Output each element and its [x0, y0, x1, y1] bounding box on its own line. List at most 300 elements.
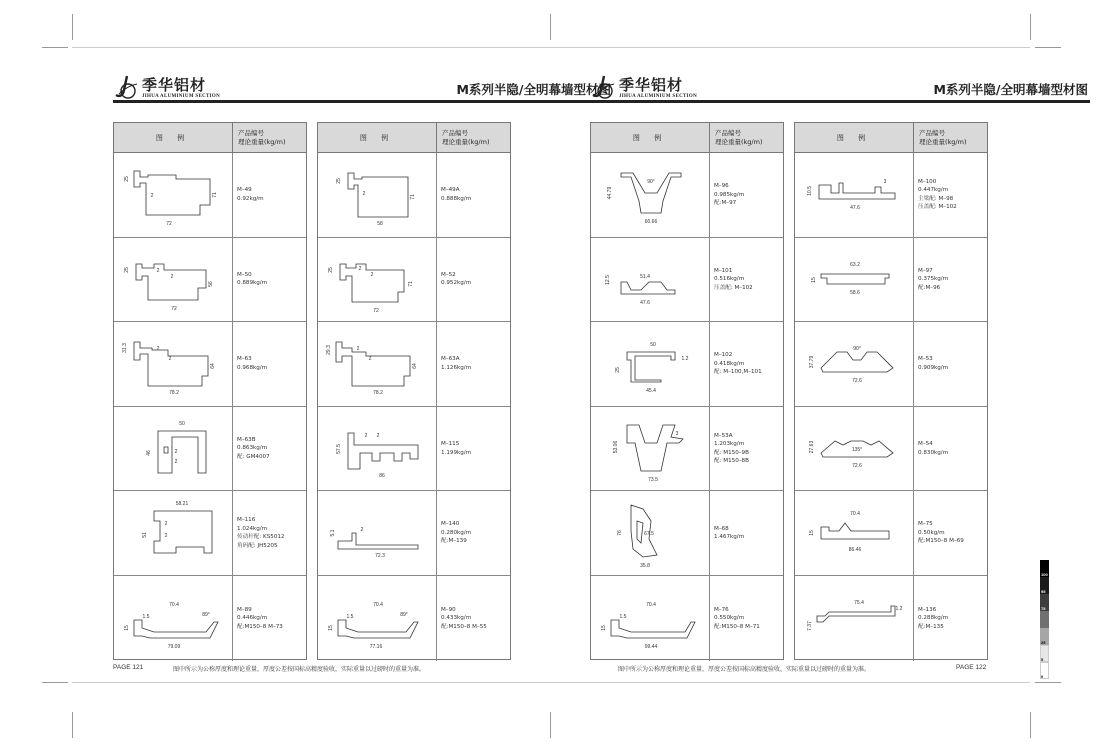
table-header — [795, 123, 987, 153]
dimension-label: 2 — [376, 432, 380, 439]
profile-table — [113, 122, 307, 660]
product-weight: 0.418kg/m — [714, 360, 745, 367]
profile-spec — [233, 322, 306, 406]
dimension-label: 71 — [408, 280, 414, 287]
product-code: M–63B — [237, 436, 256, 443]
profile-spec — [914, 491, 987, 575]
header-weight: 理论重量(kg/m) — [919, 137, 967, 146]
dimension-label: 46 — [146, 450, 152, 456]
table-row — [591, 238, 783, 323]
table-header — [114, 123, 306, 153]
dimension-label: 27.63 — [809, 440, 815, 454]
profile-drawing — [318, 153, 436, 237]
dimension-label: 7.37 — [807, 621, 813, 631]
dimension-label: 25 — [615, 367, 621, 373]
profile-drawing-cell — [795, 491, 914, 575]
swatch-label: 75 — [1041, 606, 1046, 611]
dimension-label: 25 — [124, 176, 130, 182]
profile-outline — [348, 433, 418, 469]
crop-mark — [550, 14, 551, 40]
dimension-label: 15 — [124, 625, 130, 631]
dimension-label: 2 — [370, 271, 374, 278]
compatible-parts: 配:M150–8 M–55 — [441, 623, 487, 630]
brand-name-en: JIHUA ALUMINIUM SECTION — [619, 94, 698, 99]
table-row — [114, 407, 306, 492]
profile-spec — [710, 238, 783, 322]
catalog-page — [590, 48, 1090, 680]
dimension-label: 75.4 — [854, 599, 864, 606]
profile-drawing-cell — [114, 238, 233, 322]
dimension-label: 89° — [202, 611, 210, 618]
dimension-label: 90° — [853, 346, 861, 353]
brand-name-cn: 季华铝材 — [619, 76, 684, 94]
swatch-label: 0 — [1041, 674, 1044, 679]
profile-drawing — [114, 238, 232, 322]
profile-table — [317, 122, 511, 660]
product-code: M–96 — [714, 183, 729, 190]
compatible-parts: 配: M150–8B — [714, 458, 749, 465]
profile-drawing — [114, 576, 232, 660]
profile-outline — [821, 352, 893, 372]
dimension-label: 71 — [212, 192, 218, 198]
profile-drawing — [318, 238, 436, 322]
dimension-label: 25 — [336, 178, 342, 184]
profile-outline — [134, 342, 208, 386]
dimension-label: 3 — [883, 179, 887, 185]
profile-spec — [437, 322, 510, 406]
product-code: M–63A — [441, 356, 460, 363]
dimension-label: 70.4 — [373, 601, 383, 608]
crop-mark — [550, 712, 551, 738]
compatible-parts: 压盖配: M–102 — [918, 204, 957, 211]
profile-outline — [154, 511, 212, 553]
profile-outline — [134, 620, 218, 638]
compatible-parts: 配:M–135 — [918, 623, 944, 630]
profile-drawing — [114, 407, 232, 491]
catalog-page — [113, 48, 613, 680]
dimension-label: 64 — [412, 363, 418, 369]
product-code: M–90 — [441, 606, 456, 613]
table-row — [795, 322, 987, 407]
profile-outline — [821, 274, 889, 284]
table-row — [795, 153, 987, 238]
dimension-label: 72 — [171, 305, 177, 312]
product-code: M–140 — [441, 521, 460, 528]
header-rule — [113, 100, 613, 103]
profile-drawing — [795, 491, 913, 575]
brand-text — [619, 77, 697, 100]
product-code: M–97 — [918, 267, 933, 274]
footer-note: 图中所示为公称厚度和理论重量，厚度公差按国标高精度验收，实际重量以过磅时的重量为准。 — [618, 666, 871, 673]
dimension-label: 51 — [142, 532, 148, 539]
page-number: PAGE 122 — [956, 664, 987, 671]
dimension-label: 72.6 — [852, 378, 862, 385]
product-code: M–49A — [441, 187, 460, 194]
product-code: M–63 — [237, 356, 252, 363]
product-weight: 0.280kg/m — [441, 529, 472, 536]
page-title: M系列半隐/全明幕墙型材图 — [456, 82, 611, 97]
dimension-label: 2 — [362, 191, 366, 197]
table-row — [795, 576, 987, 661]
brand-logo — [590, 74, 697, 100]
product-code: M–102 — [714, 352, 733, 359]
dimension-label: 72 — [166, 221, 172, 227]
dimension-label: 99.44 — [644, 643, 658, 650]
profile-drawing — [318, 491, 436, 575]
table-row — [795, 407, 987, 492]
profile-table — [590, 122, 784, 660]
profile-spec — [710, 153, 783, 237]
dimension-label: 76 — [617, 530, 623, 537]
dimension-label: 58 — [377, 221, 383, 227]
product-weight: 0.433kg/m — [441, 615, 472, 622]
profile-drawing-cell — [591, 491, 710, 575]
product-code: M–76 — [714, 606, 729, 613]
dimension-label: 1.5 — [142, 613, 150, 620]
compatible-parts: 配:M150–8 M–69 — [918, 538, 964, 545]
dimension-label: 44.79 — [607, 186, 613, 200]
dimension-label: 64 — [210, 363, 216, 369]
dimension-label: 78.2 — [373, 390, 383, 397]
swatch-label: 25 — [1041, 640, 1046, 645]
profile-table — [794, 122, 988, 660]
table-row — [318, 576, 510, 661]
profile-spec — [437, 153, 510, 237]
profile-drawing — [318, 322, 436, 406]
profile-drawing-cell — [591, 576, 710, 661]
profile-outline — [158, 431, 206, 473]
profile-outline — [821, 523, 889, 539]
crop-mark — [1030, 712, 1031, 738]
crop-mark — [1035, 682, 1061, 683]
profile-drawing-cell — [318, 322, 437, 406]
crop-mark — [72, 712, 73, 738]
dimension-label: 2 — [168, 356, 172, 363]
product-weight: 0.985kg/m — [714, 191, 745, 198]
dimension-label: 2 — [164, 521, 168, 528]
dimension-label: 63.2 — [850, 261, 860, 268]
profile-spec — [233, 153, 306, 237]
profile-drawing-cell — [591, 322, 710, 406]
dimension-label: 50 — [650, 342, 656, 349]
profile-drawing — [795, 238, 913, 322]
table-row — [114, 576, 306, 661]
dimension-label: 56 — [208, 280, 214, 287]
table-row — [114, 491, 306, 576]
product-weight: 1.126kg/m — [441, 364, 472, 371]
product-weight: 0.516kg/m — [714, 276, 745, 283]
product-weight: 1.467kg/m — [714, 534, 745, 541]
table-row — [591, 491, 783, 576]
profile-drawing — [591, 153, 709, 237]
profile-drawing — [591, 238, 709, 322]
dimension-label: 47.6 — [640, 299, 650, 306]
dimension-label: 72.3 — [375, 553, 385, 560]
product-weight: 0.375kg/m — [918, 276, 949, 283]
dimension-label: 72.6 — [852, 462, 862, 469]
table-row — [114, 153, 306, 238]
table-row — [318, 491, 510, 576]
profile-outline — [621, 282, 675, 294]
dimension-label: 51.4 — [640, 273, 650, 280]
profile-outline — [338, 620, 418, 638]
page-boundary — [72, 682, 1030, 683]
dimension-label: 2 — [356, 346, 360, 353]
spec-column-header — [437, 123, 510, 152]
product-weight: 0.446kg/m — [237, 615, 268, 622]
legend-column-header: 图 例 — [318, 123, 437, 152]
compatible-parts: 配: M150–9B — [714, 449, 749, 456]
profile-spec — [914, 153, 987, 237]
table-row — [795, 491, 987, 576]
dimension-label: 47.6 — [850, 205, 860, 211]
profile-drawing-cell — [795, 322, 914, 406]
dimension-label: 15 — [328, 625, 334, 631]
table-row — [591, 576, 783, 661]
page-title: M系列半隐/全明幕墙型材图 — [933, 82, 1088, 97]
dimension-label: 58.6 — [850, 289, 860, 296]
product-code: M–54 — [918, 441, 933, 448]
dimension-label: 35.8 — [640, 563, 650, 570]
dimension-label: 15 — [811, 276, 817, 283]
profile-drawing-cell — [318, 576, 437, 661]
logo-mark-icon — [113, 74, 139, 100]
profile-drawing-cell — [591, 407, 710, 491]
product-code: M–75 — [918, 521, 933, 528]
brand-name-en: JIHUA ALUMINIUM SECTION — [142, 94, 221, 99]
profile-spec — [914, 238, 987, 322]
table-row — [318, 238, 510, 323]
profile-drawing-cell — [318, 153, 437, 237]
dimension-label: 70.4 — [646, 601, 656, 608]
dimension-label: 71 — [410, 194, 416, 200]
header-product-code: 产品编号 — [919, 128, 945, 137]
product-code: M–68 — [714, 525, 729, 532]
profile-drawing — [114, 153, 232, 237]
compatible-parts: 压盖配: M–102 — [714, 284, 753, 291]
profile-drawing — [795, 153, 913, 237]
product-code: M–49 — [237, 187, 252, 194]
dimension-label: 79.09 — [167, 643, 181, 650]
profile-spec — [437, 238, 510, 322]
profile-spec — [710, 407, 783, 491]
profile-drawing-cell — [591, 153, 710, 237]
profile-outline — [817, 606, 895, 622]
spec-column-header — [710, 123, 783, 152]
header-rule — [590, 100, 1090, 103]
dimension-label: 15 — [809, 530, 815, 537]
dimension-label: 25 — [124, 266, 130, 273]
dimension-label: 70.4 — [850, 511, 860, 518]
profile-drawing-cell — [318, 407, 437, 491]
dimension-label: 2 — [364, 432, 368, 439]
header-weight: 理论重量(kg/m) — [715, 137, 763, 146]
brand-name-cn: 季华铝材 — [142, 76, 207, 94]
table-row — [591, 322, 783, 407]
compatible-parts: 主梁配: M–98 — [918, 195, 954, 202]
product-code: M–53 — [918, 356, 933, 363]
profile-drawing — [795, 576, 913, 660]
profile-spec — [710, 322, 783, 406]
product-weight: 1.199kg/m — [441, 449, 472, 456]
swatch-label: 5 — [1041, 657, 1044, 662]
profile-drawing — [795, 322, 913, 406]
dimension-label: 2 — [156, 346, 160, 353]
profile-drawing-cell — [114, 491, 233, 575]
dimension-label: 86 — [379, 472, 385, 479]
brand-logo — [113, 74, 220, 100]
table-row — [114, 238, 306, 323]
header-weight: 理论重量(kg/m) — [238, 137, 286, 146]
dimension-label: 1.5 — [619, 613, 627, 620]
profile-spec — [437, 407, 510, 491]
profile-spec — [437, 491, 510, 575]
dimension-label: 1.2 — [895, 605, 903, 612]
table-row — [318, 153, 510, 238]
dimension-label: 45.4 — [646, 388, 656, 395]
product-code: M–101 — [714, 267, 733, 274]
dimension-label: 2 — [360, 527, 364, 534]
dimension-label: 73.5 — [648, 476, 658, 483]
profile-outline — [611, 620, 695, 638]
color-swatch — [1040, 611, 1049, 628]
table-row — [795, 238, 987, 323]
dimension-label: 2 — [170, 273, 174, 280]
compatible-parts: 配:M–97 — [714, 200, 737, 207]
profile-drawing-cell — [114, 407, 233, 491]
product-code: M–115 — [441, 441, 460, 448]
dimension-label: 29.3 — [326, 345, 332, 356]
dimension-label: 2 — [368, 356, 372, 363]
header-weight: 理论重量(kg/m) — [442, 137, 490, 146]
crop-mark — [72, 14, 73, 40]
profile-drawing — [591, 407, 709, 491]
crop-mark — [42, 47, 68, 48]
product-code: M–89 — [237, 606, 252, 613]
dimension-label: 57.5 — [336, 443, 342, 454]
profile-drawing-cell — [318, 238, 437, 322]
profile-drawing-cell — [591, 238, 710, 322]
profile-outline — [627, 425, 683, 471]
product-weight: 0.968kg/m — [237, 364, 268, 371]
product-code: M–52 — [441, 271, 456, 278]
product-code: M–116 — [237, 517, 256, 524]
dimension-label: 77.16 — [369, 643, 383, 650]
dimension-label: 1.2 — [681, 356, 689, 363]
product-weight: 0.909kg/m — [918, 364, 949, 371]
crop-mark — [1030, 14, 1031, 40]
dimension-label: 58.21 — [175, 501, 189, 508]
table-header — [318, 123, 510, 153]
dimension-label: 2 — [174, 458, 178, 465]
profile-drawing — [591, 491, 709, 575]
profile-drawing — [114, 491, 232, 575]
table-row — [591, 407, 783, 492]
dimension-label: 135° — [851, 446, 863, 453]
profile-spec — [233, 407, 306, 491]
profile-drawing — [318, 407, 436, 491]
dimension-label: 2 — [156, 267, 160, 274]
dimension-label: 10.5 — [807, 186, 813, 196]
spec-column-header — [233, 123, 306, 152]
profile-spec — [233, 491, 306, 575]
table-row — [591, 153, 783, 238]
product-weight: 1.024kg/m — [237, 525, 268, 532]
table-header — [591, 123, 783, 153]
product-weight: 0.830kg/m — [918, 449, 949, 456]
compatible-parts: 配:M–96 — [918, 284, 941, 291]
header-product-code: 产品编号 — [238, 128, 264, 137]
header-product-code: 产品编号 — [715, 128, 741, 137]
dimension-label: 70.4 — [169, 601, 179, 608]
header-product-code: 产品编号 — [442, 128, 468, 137]
footer-note: 图中所示为公称厚度和理论重量，厚度公差按国标高精度验收，实际重量以过磅时的重量为准。 — [173, 666, 426, 673]
profile-spec — [437, 576, 510, 661]
product-weight: 0.50kg/m — [918, 529, 945, 536]
compatible-parts: 角码配: JH5205 — [237, 542, 278, 549]
swatch-label: 95 — [1041, 589, 1046, 594]
brand-text — [142, 77, 220, 100]
legend-column-header: 图 例 — [795, 123, 914, 152]
dimension-label: 50 — [179, 420, 185, 427]
profile-outline — [819, 183, 895, 199]
dimension-label: 78.2 — [169, 390, 179, 397]
dimension-label: 37.79 — [809, 355, 815, 369]
table-row — [318, 407, 510, 492]
product-weight: 0.447kg/m — [918, 187, 949, 194]
dimension-label: 2 — [164, 533, 168, 540]
profile-outline — [348, 173, 408, 217]
profile-drawing-cell — [795, 407, 914, 491]
profile-outline — [340, 264, 404, 302]
dimension-label: 72 — [373, 307, 379, 314]
dimension-label: 2 — [174, 448, 178, 455]
legend-column-header: 图 例 — [591, 123, 710, 152]
profile-outline — [627, 352, 675, 382]
profile-spec — [914, 576, 987, 661]
logo-mark-icon — [590, 74, 616, 100]
profile-drawing-cell — [795, 153, 914, 237]
compatible-parts: 配: M–100,M–101 — [714, 369, 762, 376]
product-weight: 0.92kg/m — [237, 195, 264, 202]
swatch-label: 100 — [1041, 572, 1048, 577]
dimension-label: 53.06 — [613, 440, 619, 454]
profile-outline — [338, 533, 418, 549]
profile-outline — [134, 171, 210, 215]
product-code: M–53A — [714, 432, 733, 439]
dimension-label: 2 — [150, 193, 154, 199]
dimension-label: 67.5 — [644, 531, 654, 538]
profile-drawing-cell — [795, 238, 914, 322]
profile-drawing — [318, 576, 436, 660]
dimension-label: 86.46 — [848, 547, 862, 554]
product-weight: 0.888kg/m — [441, 195, 472, 202]
profile-drawing-cell — [114, 322, 233, 406]
product-code: M–100 — [918, 178, 937, 185]
product-code: M–50 — [237, 271, 252, 278]
compatible-parts: 配: GM4007 — [237, 453, 270, 460]
profile-drawing — [591, 576, 709, 660]
dimension-label: 60.66 — [644, 219, 658, 225]
profile-spec — [914, 322, 987, 406]
dimension-label: 1.5 — [346, 613, 354, 620]
profile-drawing-cell — [795, 576, 914, 661]
profile-spec — [233, 576, 306, 661]
profile-outline — [336, 342, 410, 386]
product-weight: 1.203kg/m — [714, 441, 745, 448]
profile-drawing-cell — [318, 491, 437, 575]
dimension-label: 5.1 — [330, 529, 336, 537]
